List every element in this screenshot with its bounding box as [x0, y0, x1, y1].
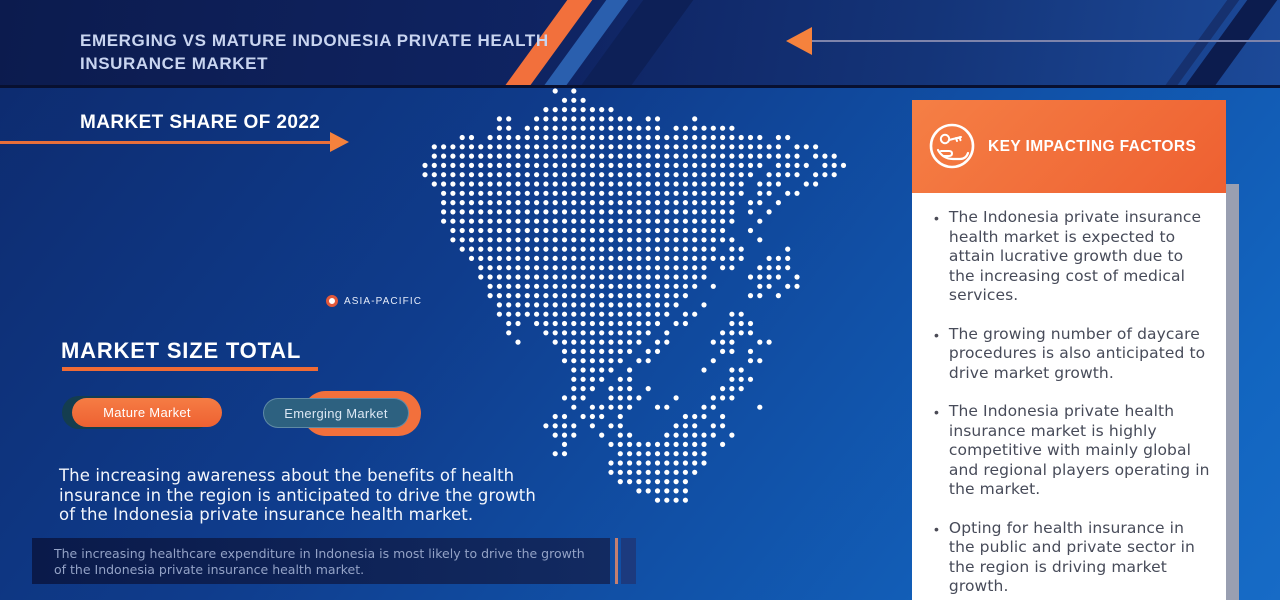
mature-market-button[interactable]: Mature Market [72, 398, 222, 427]
market-description: The increasing awareness about the benefits of health insurance in the region is anticipated to drive the growth of the Indonesia private insurance health market. [59, 466, 536, 524]
factor-item [934, 402, 1210, 500]
factors-heading: KEY IMPACTING FACTORS [988, 137, 1197, 155]
factor-text: The Indonesia private health insurance market is highly competitive with mainly global and regional players operating in the market. [948, 402, 1210, 498]
factors-panel-header [912, 100, 1226, 193]
target-dot-icon [326, 295, 338, 307]
emerging-market-button[interactable]: Emerging Market [263, 398, 409, 428]
factors-panel-shadow [1226, 184, 1239, 600]
region-label: ASIA-PACIFIC [344, 295, 423, 307]
factor-text: The growing number of daycare procedures is also anticipated to drive market growth. [948, 324, 1206, 382]
factor-text: Opting for health insurance in the public and private sector in the region is driving market growth. [948, 518, 1195, 595]
footnote-bar: The increasing healthcare expenditure in Indonesia is most likely to drive the growth of the Indonesia private insurance health market. [32, 538, 610, 584]
market-share-underline [0, 141, 330, 144]
market-share-heading: MARKET SHARE OF 2022 [80, 112, 321, 133]
market-size-underline [62, 367, 318, 371]
factor-item [934, 325, 1210, 384]
factors-panel-body [912, 193, 1226, 600]
page-title: EMERGING VS MATURE INDONESIA PRIVATE HEALTH INSURANCE MARKET [80, 31, 549, 73]
header-band [0, 0, 1280, 88]
header-arrow-line [808, 40, 1280, 42]
bullet-icon: • [934, 326, 939, 343]
region-tag [326, 295, 422, 307]
footnote-accent-block [621, 538, 636, 584]
bullet-icon: • [934, 520, 939, 537]
dotted-map [420, 86, 866, 504]
bullet-icon: • [934, 404, 939, 420]
hand-holding-key-icon [928, 122, 976, 170]
factor-item [934, 208, 1210, 306]
left-arrow-icon [786, 27, 812, 55]
bullet-icon: • [934, 210, 939, 226]
footnote-accent-line [615, 538, 618, 584]
right-arrow-icon [330, 132, 349, 152]
factor-item [934, 519, 1210, 597]
market-size-heading: MARKET SIZE TOTAL [61, 338, 302, 363]
factor-text: The Indonesia private insurance health market is expected to attain lucrative growth due to the increasing cost of medical services. [948, 208, 1202, 304]
